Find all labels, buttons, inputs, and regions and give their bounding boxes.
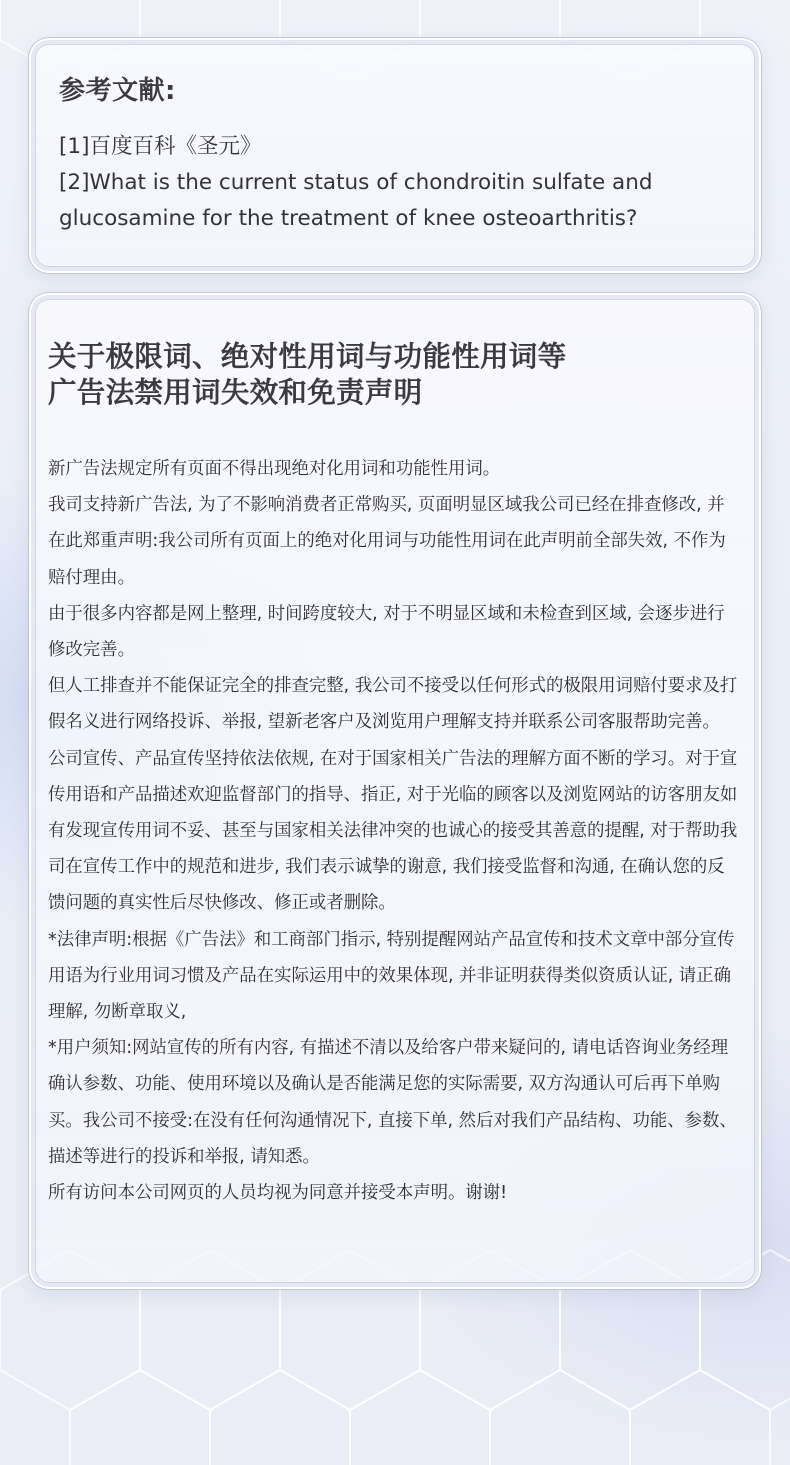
closing-statement: 所有访问本公司网页的人员均视为同意并接受本声明。谢谢! [48,1183,508,1204]
references-card [29,38,761,273]
disclaimer-paragraph: 由于很多内容都是网上整理, 时间跨度较大, 对于不明显区域和未检查到区域, 会逐步进行修改完善。 [48,603,725,661]
references-title: 参考文献: [59,76,176,106]
disclaimer-paragraph: 新广告法规定所有页面不得出现绝对化用词和功能性用词。 [48,459,501,479]
user-notice-paragraph: *用户须知:网站宣传的所有内容, 有描述不清以及给客户带来疑问的, 请电话咨询业务经理确认参数、功能、使用环境以及确认是否能满足您的实际需要, 双方沟通认可后再下单购买。我公司不接受:在没有任何沟通情况下, 直接下单, 然后对我们产品结构、功能、参数、描述等进行的投诉和举报, 请知悉。 [48,1038,737,1167]
reference-item-2: [2]What is the current status of chondroitin sulfate and glucosamine for the treatment of knee osteoarthritis? [59,170,653,231]
disclaimer-paragraph: 我司支持新广告法, 为了不影响消费者正常购买, 页面明显区域我公司已经在排查修改, 并在此郑重声明:我公司所有页面上的绝对化用词与功能性用词在此声明前全部失效, 不作为赔付理由。 [48,495,726,588]
disclaimer-title-line-2: 广告法禁用词失效和免责声明 [48,376,423,409]
disclaimer-paragraph: 但人工排查并不能保证完全的排查完整, 我公司不接受以任何形式的极限用词赔付要求及打假名义进行网络投诉、举报, 望新老客户及浏览用户理解支持并联系公司客服帮助完善。 [48,676,738,733]
disclaimer-paragraph: 公司宣传、产品宣传坚持依法依规, 在对于国家相关广告法的理解方面不断的学习。对于宣传用语和产品描述欢迎监督部门的指导、指正, 对于光临的顾客以及浏览网站的访客朋友如有发现宣传用词不妥、甚至与国家相关法律冲突的也诚心的接受其善意的提醒, 对于帮助我司在宣传工作中的规范和进步, 我们表示诚挚的谢意, 我们接受监督和沟通, 在确认您的反馈问题的真实性后尽快修改、修正或者删除。 [48,748,738,914]
reference-item-1: [1]百度百科《圣元》 [59,134,262,159]
disclaimer-card [29,293,761,1289]
disclaimer-title [48,339,741,411]
disclaimer-title-line-1: 关于极限词、绝对性用词与功能性用词等 [48,340,567,373]
legal-notice-paragraph: *法律声明:根据《广告法》和工商部门指示, 特别提醒网站产品宣传和技术文章中部分宣传用语为行业用词习惯及产品在实际运用中的效果体现, 并非证明获得类似资质认证, 请正确理解, 勿断章取义, [48,929,735,1023]
